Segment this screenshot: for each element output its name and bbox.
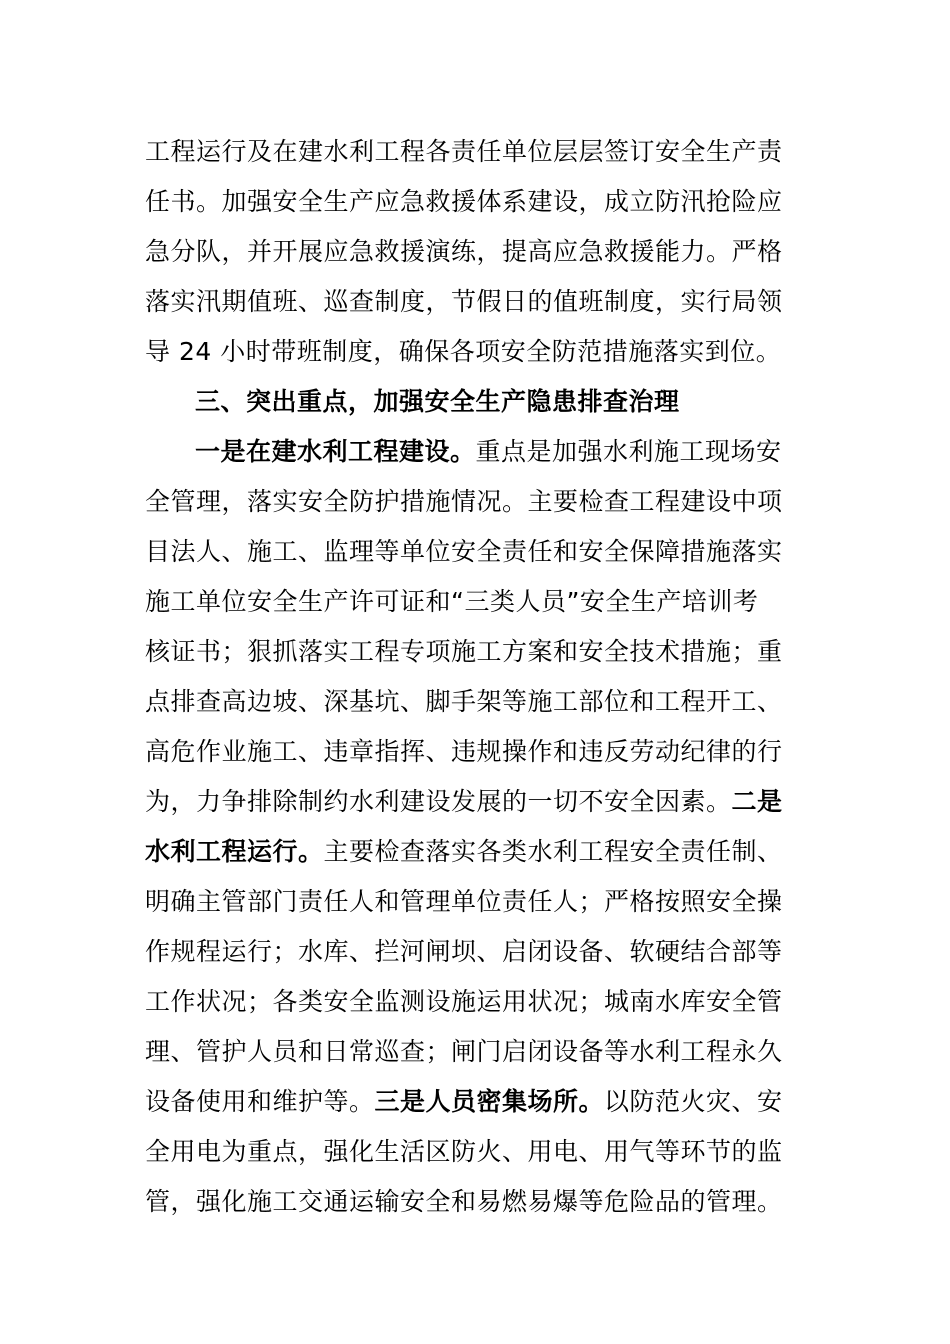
section-heading	[195, 377, 809, 427]
text-line-21	[145, 1127, 809, 1177]
subheading-one: 一是在建水利工程建设。	[195, 437, 476, 466]
text-line-4	[145, 277, 809, 327]
text-line-2	[145, 177, 809, 227]
text-line-14	[145, 777, 809, 827]
text-segment: 明确主管部门责任人和管理单位责任人；严格按照安全操	[145, 887, 783, 916]
text-line-18	[145, 977, 809, 1027]
text-line-16	[145, 877, 809, 927]
text-segment: 急分队，并开展应急救援演练，提高应急救援能力。严格	[145, 237, 783, 266]
text-segment: 高危作业施工、违章指挥、违规操作和违反劳动纪律的行	[145, 737, 783, 766]
text-segment: 目法人、施工、监理等单位安全责任和安全保障措施落实	[145, 537, 783, 566]
text-line-13	[145, 727, 809, 777]
text-line-20	[145, 1077, 809, 1127]
text-segment: 作规程运行；水库、拦河闸坝、启闭设备、软硬结合部等	[145, 937, 783, 966]
text-segment: 重点是加强水利施工现场安	[475, 437, 782, 466]
text-segment: 工作状况；各类安全监测设施运用状况；城南水库安全管	[145, 987, 783, 1016]
text-line-15	[145, 827, 809, 877]
text-line-17	[145, 927, 809, 977]
text-line-19	[145, 1027, 809, 1077]
text-segment: 管，强化施工交通运输安全和易燃易爆等危险品的管理。	[145, 1187, 783, 1216]
text-segment: 以防范火灾、安	[604, 1087, 783, 1116]
text-line-8	[145, 477, 809, 527]
text-line-12	[145, 677, 809, 727]
text-segment: 全用电为重点，强化生活区防火、用电、用气等环节的监	[145, 1137, 783, 1166]
text-segment: 全管理，落实安全防护措施情况。主要检查工程建设中项	[145, 487, 783, 516]
text-segment: 任书。加强安全生产应急救援体系建设，成立防汛抢险应	[145, 187, 783, 216]
text-line-10	[145, 577, 809, 627]
text-segment: 导 24 小时带班制度，确保各项安全防范措施落实到位。	[145, 337, 782, 366]
text-segment: 落实汛期值班、巡查制度，节假日的值班制度，实行局领	[145, 287, 783, 316]
text-segment: 核证书；狠抓落实工程专项施工方案和安全技术措施；重	[145, 637, 783, 666]
text-line-3	[145, 227, 809, 277]
heading-text: 三、突出重点，加强安全生产隐患排查治理	[195, 387, 680, 416]
text-segment: 施工单位安全生产许可证和“三类人员”安全生产培训考	[145, 587, 759, 616]
text-line-11	[145, 627, 809, 677]
text-line-9	[145, 527, 809, 577]
text-line-22	[145, 1177, 809, 1227]
text-segment: 理、管护人员和日常巡查；闸门启闭设备等水利工程永久	[145, 1037, 783, 1066]
subheading-three: 三是人员密集场所。	[374, 1087, 605, 1116]
subheading-two-end: 水利工程运行。	[145, 837, 324, 866]
text-segment: 工程运行及在建水利工程各责任单位层层签订安全生产责	[145, 137, 783, 166]
text-line-5	[145, 327, 809, 377]
subheading-two-start: 二是	[731, 787, 783, 816]
text-segment: 设备使用和维护等。	[145, 1087, 375, 1116]
text-line-7	[195, 427, 809, 477]
text-segment: 为，力争排除制约水利建设发展的一切不安全因素。	[145, 787, 732, 816]
text-line-1	[145, 127, 809, 177]
text-segment: 点排查高边坡、深基坑、脚手架等施工部位和工程开工、	[145, 687, 783, 716]
text-segment: 主要检查落实各类水利工程安全责任制、	[323, 837, 783, 866]
